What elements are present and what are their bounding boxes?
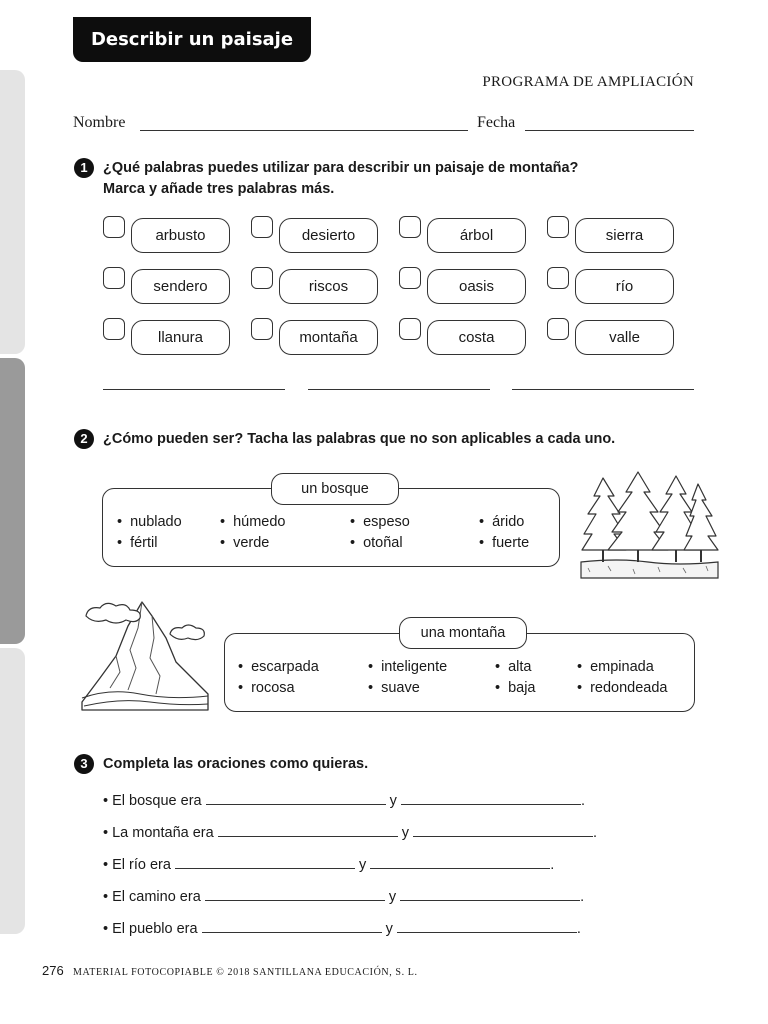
- word-option: [547, 316, 695, 350]
- question-1-text: [103, 158, 578, 200]
- bosque-word[interactable]: • fuerte: [479, 533, 529, 554]
- sentence-row: • El pueblo era y .: [103, 921, 581, 937]
- montana-word[interactable]: • inteligente: [368, 657, 447, 678]
- sentence-connector: y: [385, 921, 393, 937]
- bosque-word[interactable]: • árido: [479, 512, 524, 533]
- word-checkbox[interactable]: [251, 216, 273, 238]
- date-field[interactable]: [525, 130, 694, 131]
- sentence-row: • El bosque era y .: [103, 793, 585, 809]
- sentence-blank-1[interactable]: [206, 792, 386, 805]
- word-pill: árbol: [427, 218, 526, 253]
- sentence-blank-2[interactable]: [400, 888, 580, 901]
- word-option: [251, 265, 399, 299]
- word-pill: oasis: [427, 269, 526, 304]
- word-option: [399, 265, 547, 299]
- word-checkbox[interactable]: [103, 267, 125, 289]
- sentence-connector: y: [401, 825, 409, 841]
- bosque-word[interactable]: • húmedo: [220, 512, 285, 533]
- word-option: [103, 214, 251, 248]
- question-1-line1: ¿Qué palabras puedes utilizar para describir un paisaje de montaña?: [103, 160, 579, 176]
- question-2-text: ¿Cómo pueden ser? Tacha las palabras que no son aplicables a cada uno.: [103, 431, 616, 447]
- word-checkbox[interactable]: [399, 318, 421, 340]
- bosque-word[interactable]: • fértil: [117, 533, 157, 554]
- montana-word[interactable]: • suave: [368, 678, 420, 699]
- extra-word-line-2[interactable]: [308, 389, 490, 390]
- word-pill: valle: [575, 320, 674, 355]
- word-option: [547, 214, 695, 248]
- question-2-number: 2: [74, 429, 94, 449]
- page-title: Describir un paisaje: [73, 17, 311, 62]
- sentence-blank-2[interactable]: [370, 856, 550, 869]
- date-label: Fecha: [477, 114, 516, 131]
- side-tab-middle: [0, 358, 25, 644]
- sentence-blank-2[interactable]: [413, 824, 593, 837]
- bosque-word[interactable]: • espeso: [350, 512, 410, 533]
- sentence-connector: y: [389, 793, 397, 809]
- program-label: PROGRAMA DE AMPLIACIÓN: [482, 74, 694, 90]
- word-pill: llanura: [131, 320, 230, 355]
- bosque-word[interactable]: • nublado: [117, 512, 182, 533]
- word-pill: río: [575, 269, 674, 304]
- word-checkbox[interactable]: [547, 318, 569, 340]
- montana-word[interactable]: • empinada: [577, 657, 654, 678]
- montana-word[interactable]: • redondeada: [577, 678, 668, 699]
- word-pill: desierto: [279, 218, 378, 253]
- extra-word-line-1[interactable]: [103, 389, 285, 390]
- sentence-blank-1[interactable]: [205, 888, 385, 901]
- sentence-start: La montaña era: [112, 825, 214, 841]
- word-checkbox[interactable]: [547, 216, 569, 238]
- copyright-notice: MATERIAL FOTOCOPIABLE © 2018 SANTILLANA EDUCACIÓN, S. L.: [73, 967, 418, 978]
- montana-word[interactable]: • alta: [495, 657, 531, 678]
- sentence-start: El camino era: [112, 889, 201, 905]
- word-pill: sendero: [131, 269, 230, 304]
- montana-label: una montaña: [399, 617, 527, 649]
- name-label: Nombre: [73, 114, 126, 131]
- sentence-row: • El río era y .: [103, 857, 555, 873]
- word-option: [251, 214, 399, 248]
- bosque-word[interactable]: • verde: [220, 533, 269, 554]
- word-pill: arbusto: [131, 218, 230, 253]
- sentence-blank-1[interactable]: [218, 824, 398, 837]
- forest-illustration: [578, 466, 720, 582]
- word-checkbox[interactable]: [251, 267, 273, 289]
- word-option: [251, 316, 399, 350]
- question-1-number: 1: [74, 158, 94, 178]
- page-number: 276: [42, 963, 64, 978]
- footer: [42, 963, 418, 978]
- word-checkbox[interactable]: [399, 216, 421, 238]
- word-checkbox[interactable]: [547, 267, 569, 289]
- sentence-connector: y: [359, 857, 367, 873]
- bosque-word[interactable]: • otoñal: [350, 533, 403, 554]
- word-checkbox[interactable]: [103, 318, 125, 340]
- word-option: [399, 214, 547, 248]
- word-pill: sierra: [575, 218, 674, 253]
- word-pill: montaña: [279, 320, 378, 355]
- word-option: [103, 265, 251, 299]
- montana-word[interactable]: • baja: [495, 678, 536, 699]
- word-option: [547, 265, 695, 299]
- word-option: [399, 316, 547, 350]
- sentence-connector: y: [388, 889, 397, 905]
- word-pill: riscos: [279, 269, 378, 304]
- word-checkbox[interactable]: [399, 267, 421, 289]
- question-3-text: Completa las oraciones como quieras.: [103, 756, 369, 772]
- question-1-line2: Marca y añade tres palabras más.: [103, 181, 335, 197]
- side-tab-bottom: [0, 648, 25, 934]
- mountain-illustration: [80, 598, 212, 714]
- sentence-blank-1[interactable]: [175, 856, 355, 869]
- sentence-start: El pueblo era: [112, 921, 198, 937]
- word-grid: [103, 214, 695, 350]
- word-option: [103, 316, 251, 350]
- extra-word-line-3[interactable]: [512, 389, 694, 390]
- sentence-blank-2[interactable]: [401, 792, 581, 805]
- name-field[interactable]: [140, 130, 468, 131]
- montana-word[interactable]: • escarpada: [238, 657, 319, 678]
- sentence-row: • La montaña era y .: [103, 825, 598, 841]
- sentence-blank-2[interactable]: [397, 920, 577, 933]
- sentence-row: • El camino era y .: [103, 889, 585, 905]
- word-checkbox[interactable]: [103, 216, 125, 238]
- side-tab-top: [0, 70, 25, 354]
- question-3-number: 3: [74, 754, 94, 774]
- sentence-start: El bosque era: [112, 793, 202, 809]
- sentence-blank-1[interactable]: [202, 920, 382, 933]
- word-pill: costa: [427, 320, 526, 355]
- bosque-label: un bosque: [271, 473, 399, 505]
- sentence-start: El río era: [112, 857, 171, 873]
- montana-word[interactable]: • rocosa: [238, 678, 295, 699]
- word-checkbox[interactable]: [251, 318, 273, 340]
